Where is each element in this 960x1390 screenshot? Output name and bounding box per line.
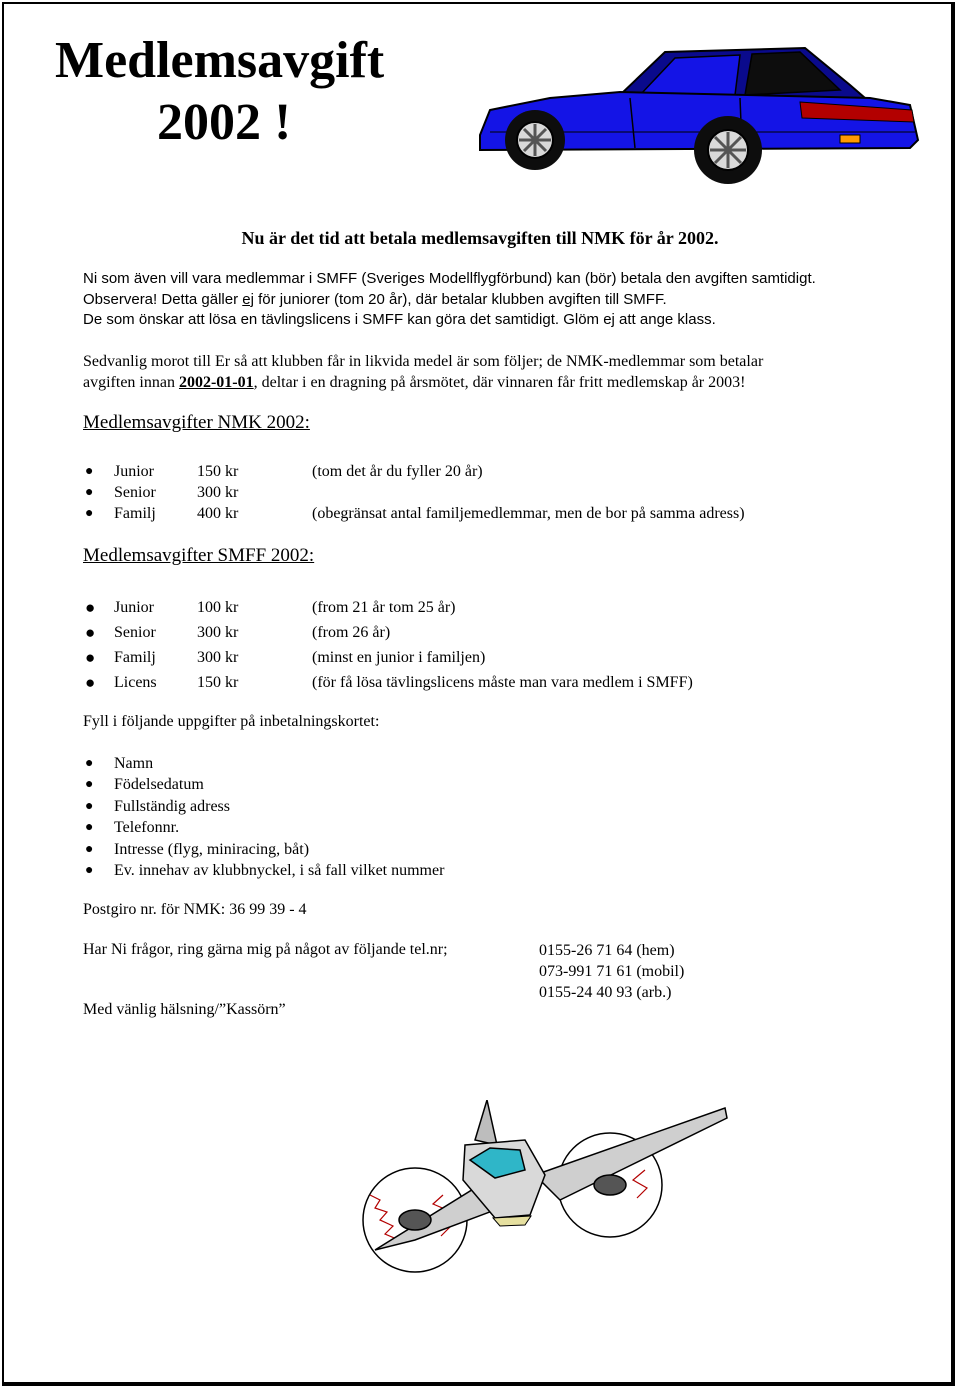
title-line1: Medlemsavgift [55,32,385,89]
bullet-icon: ● [85,623,96,642]
form-field-label: Intresse (flyg, miniracing, båt) [114,840,310,858]
bullet-icon: ● [85,820,94,836]
fee-price: 300 kr [197,624,239,641]
lottery-deadline-date: 2002-01-01 [178,373,254,391]
form-field-label: Ev. innehav av klubbnyckel, i så fall vilket nummer [114,862,445,880]
nmk-fee-row [83,503,745,524]
intro-line-3: De som önskar att lösa en tävlingslicens i SMFF kan göra det samtidigt. Glöm ej att ange klass. [83,311,716,328]
lottery-line-1: Sedvanlig morot till Er så att klubben får in likvida medel är som följer; de NMK-medlemmar som betalar [83,353,764,370]
bullet-icon: ● [85,798,94,814]
bullet-icon: ● [85,464,94,479]
contact-question: Har Ni frågor, ring gärna mig på något av följande tel.nr; [83,941,448,958]
fee-price: 400 kr [197,505,239,522]
form-field-label: Födelsedatum [114,776,204,794]
smff-fees-list [83,595,693,695]
fee-note: (för få lösa tävlingslicens måste man vara medlem i SMFF) [312,674,693,691]
phone-mobile: 073-991 71 61 (mobil) [539,963,685,980]
lottery-line-2 [83,373,883,394]
form-field-item [83,796,444,817]
bullet-icon: ● [85,841,94,857]
smff-fee-row [83,595,693,620]
bullet-icon: ● [85,598,96,617]
bullet-icon: ● [85,673,96,692]
smff-fee-row [83,645,693,670]
fee-price: 300 kr [197,484,239,501]
plane-illustration [355,1100,735,1290]
nmk-fee-row [83,461,745,482]
fee-price: 150 kr [197,463,239,480]
fee-price: 150 kr [197,674,239,691]
fee-type: Licens [114,674,157,691]
form-field-item [83,839,444,860]
form-field-label: Telefonnr. [114,819,180,837]
bullet-icon: ● [85,506,94,521]
bullet-icon: ● [85,485,94,500]
car-wheel-rear [694,116,762,184]
fee-note: (obegränsat antal familjemedlemmar, men de bor på samma adress) [312,505,745,522]
intro-line-2 [83,290,883,311]
lottery-line-2-end: , deltar i en dragning på årsmötet, där vinnaren får fritt medlemskap år 2003! [253,373,746,391]
form-intro: Fyll i följande uppgifter på inbetalningskortet: [83,713,380,730]
form-field-item [83,774,444,795]
form-fields-list [83,753,444,881]
fee-type: Junior [114,463,154,480]
title-line2: 2002 ! [157,94,292,151]
bullet-icon: ● [85,756,94,771]
intro-line-2-end: för juniorer (tom 20 år), där betalar klubben avgiften till SMFF. [253,290,667,308]
smff-fee-row [83,620,693,645]
smff-fee-row [83,670,693,695]
bullet-icon: ● [85,863,94,879]
fee-type: Junior [114,599,154,616]
intro-emphasis-ej: ej [242,290,254,308]
form-field-item [83,860,444,881]
lottery-line-2-start: avgiften innan [83,373,179,391]
fee-note: (minst en junior i familjen) [312,649,486,666]
smff-fees-heading: Medlemsavgifter SMFF 2002: [83,545,315,566]
intro-line-2-start: Observera! Detta gäller [83,290,243,308]
form-field-label: Namn [114,755,154,772]
fee-type: Familj [114,505,156,522]
form-field-label: Fullständig adress [114,797,230,815]
car-illustration [470,40,930,190]
page-title [55,30,384,154]
fee-type: Senior [114,484,156,501]
fee-type: Familj [114,649,156,666]
form-field-item [83,817,444,838]
lottery-paragraph [83,352,883,393]
intro-paragraph [83,269,883,331]
fee-type: Senior [114,624,156,641]
fee-price: 300 kr [197,649,239,666]
phone-list [539,940,684,1003]
car-wheel-front [505,110,565,170]
fee-note: (tom det år du fyller 20 år) [312,463,483,480]
bullet-icon: ● [85,648,96,667]
signoff: Med vänlig hälsning/”Kassörn” [83,1001,286,1018]
intro-line-1: Ni som även vill vara medlemmar i SMFF (Sveriges Modellflygförbund) kan (bör) betala den avgiften samtidigt. [83,270,816,287]
nmk-fees-list [83,461,745,524]
bullet-icon: ● [85,777,94,793]
fee-note: (from 21 år tom 25 år) [312,599,456,616]
phone-home: 0155-26 71 64 (hem) [539,942,675,959]
form-field-item [83,753,444,774]
headline: Nu är det tid att betala medlemsavgiften till NMK för år 2002. [241,228,719,248]
fee-price: 100 kr [197,599,239,616]
nmk-fees-heading: Medlemsavgifter NMK 2002: [83,412,310,433]
fee-note: (from 26 år) [312,624,391,641]
postgiro-number: Postgiro nr. för NMK: 36 99 39 - 4 [83,901,307,918]
nmk-fee-row [83,482,745,503]
phone-work: 0155-24 40 93 (arb.) [539,984,672,1001]
